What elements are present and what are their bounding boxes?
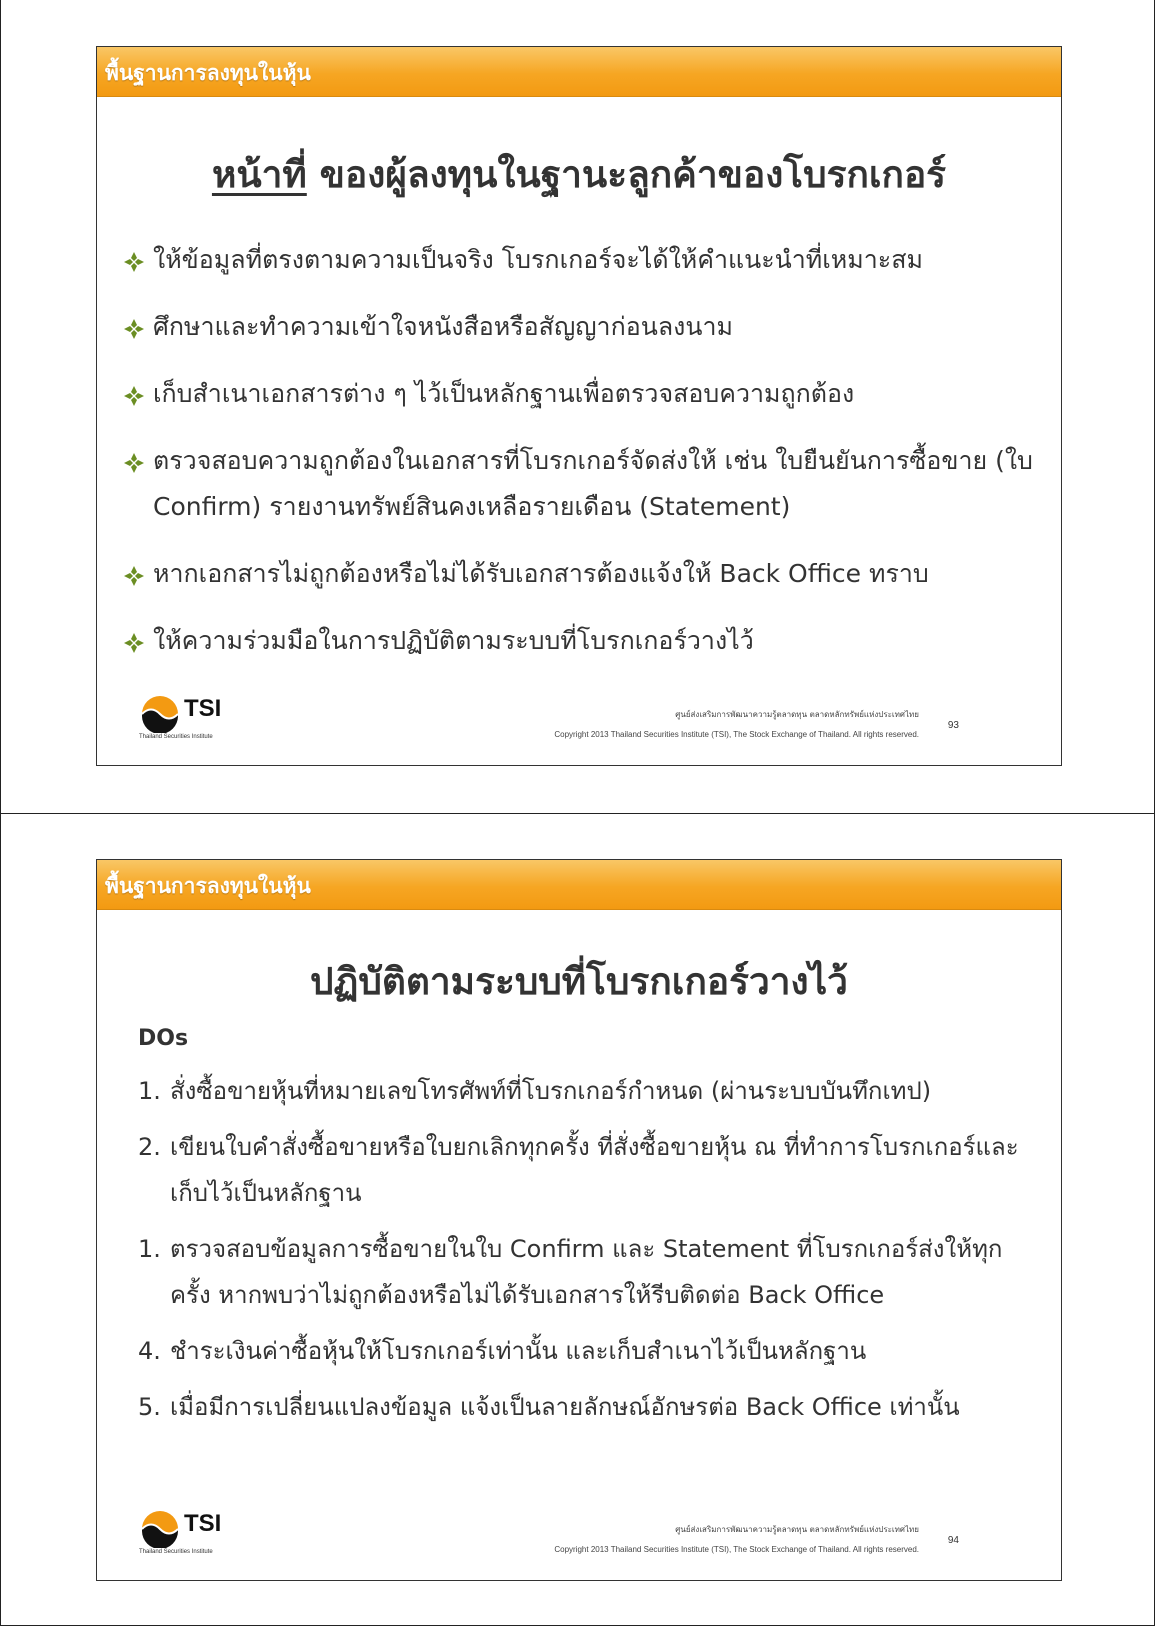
slide-title-rest: ของผู้ลงทุนในฐานะลูกค้าของโบรกเกอร์ xyxy=(306,153,947,196)
slide-title: ปฏิบัติตามระบบที่โบรกเกอร์วางไว้ xyxy=(310,960,848,1003)
tsi-logo-subtitle: Thailand Securities Institute xyxy=(139,734,213,740)
bullet-list xyxy=(123,237,1043,685)
diamond-bullet-icon xyxy=(123,452,145,474)
tsi-logo-subtitle: Thailand Securities Institute xyxy=(139,1549,213,1555)
tsi-logo-icon xyxy=(139,695,181,733)
numbered-item xyxy=(138,1328,1043,1374)
slide-93 xyxy=(96,46,1062,766)
item-number: 5. xyxy=(138,1393,161,1421)
page-number: 93 xyxy=(947,720,959,731)
numbered-list xyxy=(138,1068,1043,1440)
numbered-item xyxy=(138,1384,1043,1430)
item-number: 1. xyxy=(138,1235,161,1263)
slide-header-bar xyxy=(97,47,1061,97)
item-text: ตรวจสอบข้อมูลการซื้อขายในใบ Confirm และ Statement ที่โบรกเกอร์ส่งให้ทุกครั้ง หากพบว่าไม่ถูกต้องหรือไม่ได้รับเอกสารให้รีบติดต่อ Back Office xyxy=(170,1235,1003,1309)
bullet-text: ให้ความร่วมมือในการปฏิบัติตามระบบที่โบรกเกอร์วางไว้ xyxy=(153,626,754,655)
bullet-item xyxy=(123,371,1043,417)
item-text: เมื่อมีการเปลี่ยนแปลงข้อมูล แจ้งเป็นลายลักษณ์อักษรต่อ Back Office เท่านั้น xyxy=(170,1393,960,1421)
tsi-logo-text: TSI xyxy=(184,1510,222,1537)
bullet-text: ให้ข้อมูลที่ตรงตามความเป็นจริง โบรกเกอร์จะได้ให้คำแนะนำที่เหมาะสม xyxy=(153,245,923,274)
bullet-text: ตรวจสอบความถูกต้องในเอกสารที่โบรกเกอร์จัดส่งให้ เช่น ใบยืนยันการซื้อขาย (ใบ Confirm) รายงานทรัพย์สินคงเหลือรายเดือน (Statement) xyxy=(153,446,1033,521)
footer-copyright: Copyright 2013 Thailand Securities Institute (TSI), The Stock Exchange of Thailand. All rights reserved. xyxy=(554,1545,919,1554)
item-text: สั่งซื้อขายหุ้นที่หมายเลขโทรศัพท์ที่โบรกเกอร์กำหนด (ผ่านระบบบันทึกเทป) xyxy=(170,1077,932,1105)
slide-header-bar xyxy=(97,860,1061,910)
diamond-bullet-icon xyxy=(123,318,145,340)
dos-label: DOs xyxy=(138,1026,189,1051)
bullet-text: เก็บสำเนาเอกสารต่าง ๆ ไว้เป็นหลักฐานเพื่อตรวจสอบความถูกต้อง xyxy=(153,379,855,408)
footer-thai-line: ศูนย์ส่งเสริมการพัฒนาความรู้ตลาดทุน ตลาดหลักทรัพย์แห่งประเทศไทย xyxy=(675,710,919,719)
item-number: 1. xyxy=(138,1077,161,1105)
diamond-bullet-icon xyxy=(123,385,145,407)
bullet-item xyxy=(123,237,1043,283)
slide-title-underlined: หน้าที่ xyxy=(211,153,307,196)
footer-copyright: Copyright 2013 Thailand Securities Institute (TSI), The Stock Exchange of Thailand. All rights reserved. xyxy=(554,730,919,739)
tsi-logo xyxy=(139,1510,229,1560)
bullet-item xyxy=(123,551,1043,597)
bullet-item xyxy=(123,304,1043,350)
slide-header-text: พื้นฐานการลงทุนในหุ้น xyxy=(105,61,311,85)
item-text: ชำระเงินค่าซื้อหุ้นให้โบรกเกอร์เท่านั้น และเก็บสำเนาไว้เป็นหลักฐาน xyxy=(170,1337,867,1365)
numbered-item xyxy=(138,1068,1043,1114)
item-text: เขียนใบคำสั่งซื้อขายหรือใบยกเลิกทุกครั้ง ที่สั่งซื้อขายหุ้น ณ ที่ทำการโบรกเกอร์และเก็บไว้เป็นหลักฐาน xyxy=(170,1133,1019,1207)
tsi-logo-text: TSI xyxy=(184,695,222,722)
bullet-text: ศึกษาและทำความเข้าใจหนังสือหรือสัญญาก่อนลงนาม xyxy=(153,312,733,341)
bullet-item xyxy=(123,438,1043,530)
slide-94 xyxy=(96,859,1062,1581)
bullet-text: หากเอกสารไม่ถูกต้องหรือไม่ได้รับเอกสารต้องแจ้งให้ Back Office ทราบ xyxy=(153,559,929,588)
tsi-logo xyxy=(139,695,229,745)
slide-title xyxy=(97,145,1061,204)
bullet-item xyxy=(123,618,1043,664)
slide-header-text: พื้นฐานการลงทุนในหุ้น xyxy=(105,874,311,898)
diamond-bullet-icon xyxy=(123,251,145,273)
tsi-logo-icon xyxy=(139,1510,181,1548)
diamond-bullet-icon xyxy=(123,632,145,654)
numbered-item xyxy=(138,1226,1043,1318)
page-number: 94 xyxy=(947,1535,959,1546)
item-number: 2. xyxy=(138,1133,161,1161)
numbered-item xyxy=(138,1124,1043,1216)
diamond-bullet-icon xyxy=(123,565,145,587)
item-number: 4. xyxy=(138,1337,161,1365)
footer-thai-line: ศูนย์ส่งเสริมการพัฒนาความรู้ตลาดทุน ตลาดหลักทรัพย์แห่งประเทศไทย xyxy=(675,1525,919,1534)
